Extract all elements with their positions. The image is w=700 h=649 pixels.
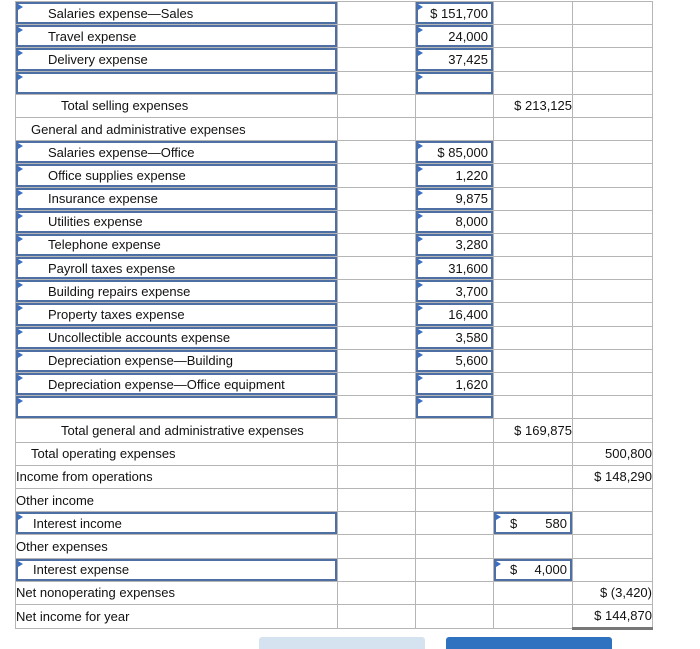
amount-cell[interactable] xyxy=(416,48,494,71)
amount-text: 500,800 xyxy=(605,446,652,462)
amount-cell xyxy=(338,581,416,604)
table-row xyxy=(16,141,653,164)
amount-text: 4,000 xyxy=(534,562,567,578)
amount-input[interactable] xyxy=(416,373,493,395)
amount-cell xyxy=(338,141,416,164)
amount-cell xyxy=(573,117,653,140)
amount-text: 31,600 xyxy=(448,260,488,276)
amount-cell xyxy=(338,604,416,628)
amount-cell xyxy=(573,48,653,71)
amount-cell xyxy=(573,535,653,558)
amount-text: 580 xyxy=(545,515,567,531)
table-row xyxy=(16,280,653,303)
amount-input[interactable] xyxy=(416,257,493,279)
amount-cell xyxy=(416,94,494,117)
table-row xyxy=(16,396,653,419)
amount-cell xyxy=(573,187,653,210)
amount-input[interactable] xyxy=(416,25,493,47)
table-row xyxy=(16,535,653,558)
account-name-input[interactable] xyxy=(16,303,337,325)
row-label-cell xyxy=(16,488,338,511)
row-label-text: Net nonoperating expenses xyxy=(16,585,176,601)
amount-input[interactable] xyxy=(416,280,493,302)
account-name-input[interactable] xyxy=(16,48,337,70)
account-name-input[interactable] xyxy=(16,2,337,24)
amount-cell xyxy=(338,117,416,140)
amount-cell xyxy=(494,326,573,349)
row-label-cell[interactable] xyxy=(16,2,338,25)
amount-cell xyxy=(338,187,416,210)
amount-input[interactable] xyxy=(416,164,493,186)
account-name-input[interactable] xyxy=(16,280,337,302)
amount-cell xyxy=(416,419,494,442)
row-label-text: Total general and administrative expenses xyxy=(61,422,304,438)
amount-cell xyxy=(494,373,573,396)
amount-cell xyxy=(494,25,573,48)
amount-text: 1,620 xyxy=(455,376,488,392)
amount-cell xyxy=(494,581,573,604)
amount-text: 24,000 xyxy=(448,28,488,44)
amount-text: $ 144,870 xyxy=(594,608,652,624)
amount-value xyxy=(573,443,652,465)
row-label-cell[interactable] xyxy=(16,164,338,187)
amount-text: 37,425 xyxy=(448,51,488,67)
amount-cell xyxy=(573,2,653,25)
account-name-input[interactable] xyxy=(16,211,337,233)
row-label-text: Salaries expense—Office xyxy=(48,144,195,160)
amount-cell[interactable] xyxy=(416,257,494,280)
amount-cell xyxy=(494,535,573,558)
account-name-input[interactable] xyxy=(16,373,337,395)
row-label-text: Net income for year xyxy=(16,608,130,624)
amount-cell[interactable] xyxy=(416,71,494,94)
amount-text: 3,580 xyxy=(455,330,488,346)
amount-text: 1,220 xyxy=(455,167,488,183)
row-label xyxy=(16,535,337,557)
amount-cell xyxy=(573,71,653,94)
amount-cell xyxy=(494,604,573,628)
amount-value xyxy=(573,582,652,604)
amount-cell xyxy=(573,25,653,48)
income-statement-table xyxy=(15,1,653,630)
account-name-input[interactable] xyxy=(16,350,337,372)
amount-cell xyxy=(494,164,573,187)
amount-text: $ 169,875 xyxy=(514,422,572,438)
row-label-text: Insurance expense xyxy=(48,191,158,207)
row-label-text: Office supplies expense xyxy=(48,167,186,183)
amount-value xyxy=(573,466,652,488)
row-label-cell[interactable] xyxy=(16,326,338,349)
table-row xyxy=(16,465,653,488)
amount-cell xyxy=(338,465,416,488)
amount-cell xyxy=(573,396,653,419)
amount-input[interactable] xyxy=(416,48,493,70)
row-label-text: Property taxes expense xyxy=(48,307,185,323)
table-row xyxy=(16,373,653,396)
amount-cell xyxy=(494,396,573,419)
amount-cell xyxy=(338,326,416,349)
next-button[interactable] xyxy=(446,637,612,649)
amount-cell[interactable] xyxy=(494,512,573,535)
amount-text: $ 85,000 xyxy=(437,144,488,160)
amount-cell xyxy=(573,442,653,465)
amount-cell xyxy=(338,303,416,326)
amount-input[interactable] xyxy=(416,141,493,163)
row-label-text: Utilities expense xyxy=(48,214,143,230)
amount-cell xyxy=(338,558,416,581)
amount-cell[interactable] xyxy=(416,303,494,326)
amount-cell xyxy=(416,465,494,488)
amount-cell xyxy=(416,581,494,604)
amount-text: $ 151,700 xyxy=(430,5,488,21)
row-label-text: Travel expense xyxy=(48,28,137,44)
table-row xyxy=(16,187,653,210)
amount-cell xyxy=(338,164,416,187)
row-label-cell[interactable] xyxy=(16,71,338,94)
row-label-cell[interactable] xyxy=(16,233,338,256)
amount-cell xyxy=(338,512,416,535)
amount-value xyxy=(494,95,572,117)
amount-cell xyxy=(573,581,653,604)
row-label-text: Delivery expense xyxy=(48,51,148,67)
table-row xyxy=(16,164,653,187)
amount-input[interactable] xyxy=(416,2,493,24)
amount-cell xyxy=(494,488,573,511)
amount-cell xyxy=(416,512,494,535)
amount-cell xyxy=(573,373,653,396)
table-row xyxy=(16,326,653,349)
row-label-cell[interactable] xyxy=(16,257,338,280)
row-label-cell[interactable] xyxy=(16,373,338,396)
row-label-text: Building repairs expense xyxy=(48,283,191,299)
table-row xyxy=(16,48,653,71)
amount-cell[interactable] xyxy=(416,396,494,419)
previous-button[interactable] xyxy=(259,637,425,649)
row-label-cell xyxy=(16,604,338,628)
amount-cell[interactable] xyxy=(416,373,494,396)
table-row xyxy=(16,117,653,140)
amount-cell xyxy=(494,233,573,256)
amount-cell xyxy=(338,442,416,465)
row-label-cell[interactable] xyxy=(16,512,338,535)
row-label-cell xyxy=(16,442,338,465)
amount-cell[interactable] xyxy=(416,233,494,256)
row-label-text: Uncollectible accounts expense xyxy=(48,330,231,346)
table-row xyxy=(16,25,653,48)
row-label-text: Salaries expense—Sales xyxy=(48,5,194,21)
row-label xyxy=(16,466,337,488)
amount-cell xyxy=(338,280,416,303)
account-name-input[interactable] xyxy=(16,164,337,186)
amount-cell xyxy=(494,419,573,442)
row-label-cell xyxy=(16,465,338,488)
amount-cell[interactable] xyxy=(416,326,494,349)
amount-text: 3,280 xyxy=(455,237,488,253)
amount-cell xyxy=(494,465,573,488)
amount-cell[interactable] xyxy=(416,25,494,48)
amount-cell xyxy=(573,303,653,326)
row-label-text: Interest income xyxy=(33,515,122,531)
amount-text: 9,875 xyxy=(455,191,488,207)
amount-input[interactable] xyxy=(416,396,493,418)
table-row xyxy=(16,581,653,604)
row-label-text: Income from operations xyxy=(16,469,153,485)
amount-text: $ 148,290 xyxy=(594,469,652,485)
row-label xyxy=(16,118,337,140)
amount-input[interactable] xyxy=(494,559,572,581)
table-row xyxy=(16,442,653,465)
amount-cell[interactable] xyxy=(416,349,494,372)
row-label-cell xyxy=(16,94,338,117)
amount-cell xyxy=(416,117,494,140)
table-row xyxy=(16,94,653,117)
amount-text: 3,700 xyxy=(455,283,488,299)
amount-cell xyxy=(494,71,573,94)
amount-cell xyxy=(573,233,653,256)
amount-cell xyxy=(494,442,573,465)
row-label-cell[interactable] xyxy=(16,187,338,210)
table-row xyxy=(16,558,653,581)
account-name-input[interactable] xyxy=(16,234,337,256)
amount-cell xyxy=(573,419,653,442)
amount-cell xyxy=(494,303,573,326)
account-name-input[interactable] xyxy=(16,327,337,349)
amount-value xyxy=(573,605,652,627)
amount-cell xyxy=(573,465,653,488)
table-row xyxy=(16,419,653,442)
table-row xyxy=(16,2,653,25)
row-label-cell[interactable] xyxy=(16,280,338,303)
amount-cell xyxy=(494,257,573,280)
amount-input[interactable] xyxy=(416,72,493,94)
amount-cell xyxy=(416,604,494,628)
row-label-cell[interactable] xyxy=(16,210,338,233)
account-name-input[interactable] xyxy=(16,188,337,210)
amount-cell xyxy=(494,141,573,164)
amount-cell xyxy=(338,210,416,233)
amount-cell xyxy=(573,94,653,117)
row-label xyxy=(16,443,337,465)
account-name-input[interactable] xyxy=(16,25,337,47)
row-label-text: Other income xyxy=(16,492,95,508)
amount-text: 8,000 xyxy=(455,214,488,230)
amount-cell xyxy=(573,141,653,164)
dollar-sign: $ xyxy=(510,515,518,531)
amount-cell xyxy=(573,210,653,233)
amount-cell xyxy=(573,349,653,372)
row-label-cell[interactable] xyxy=(16,48,338,71)
amount-cell xyxy=(338,396,416,419)
table-row xyxy=(16,71,653,94)
amount-cell[interactable] xyxy=(416,164,494,187)
row-label-cell[interactable] xyxy=(16,141,338,164)
row-label-cell xyxy=(16,535,338,558)
table-row xyxy=(16,303,653,326)
amount-cell xyxy=(338,419,416,442)
amount-cell xyxy=(338,2,416,25)
table-row xyxy=(16,233,653,256)
amount-cell xyxy=(338,257,416,280)
amount-input[interactable] xyxy=(416,234,493,256)
table-row xyxy=(16,488,653,511)
amount-cell xyxy=(338,25,416,48)
amount-cell xyxy=(338,48,416,71)
amount-text: $ (3,420) xyxy=(599,585,652,601)
account-name-input[interactable] xyxy=(16,141,337,163)
amount-value xyxy=(494,419,572,441)
table-row xyxy=(16,512,653,535)
table-row xyxy=(16,257,653,280)
amount-cell xyxy=(338,71,416,94)
amount-cell xyxy=(416,558,494,581)
amount-cell xyxy=(494,280,573,303)
amount-cell xyxy=(494,2,573,25)
row-label-text: Depreciation expense—Building xyxy=(48,353,234,369)
amount-cell[interactable] xyxy=(416,280,494,303)
amount-cell[interactable] xyxy=(416,141,494,164)
amount-input[interactable] xyxy=(416,350,493,372)
amount-cell xyxy=(494,48,573,71)
row-label-text: General and administrative expenses xyxy=(31,121,246,137)
amount-input[interactable] xyxy=(416,327,493,349)
row-label-text: Other expenses xyxy=(16,538,108,554)
row-label-cell xyxy=(16,419,338,442)
amount-cell xyxy=(338,349,416,372)
amount-text: 16,400 xyxy=(448,307,488,323)
row-label-cell xyxy=(16,117,338,140)
row-label-cell[interactable] xyxy=(16,558,338,581)
row-label-cell[interactable] xyxy=(16,25,338,48)
amount-text: 5,600 xyxy=(455,353,488,369)
table-row xyxy=(16,349,653,372)
row-label-cell[interactable] xyxy=(16,303,338,326)
amount-cell xyxy=(573,280,653,303)
row-label xyxy=(16,489,337,511)
amount-cell xyxy=(573,488,653,511)
amount-cell xyxy=(494,94,573,117)
amount-cell xyxy=(338,535,416,558)
amount-text: $ 213,125 xyxy=(514,98,572,114)
amount-cell xyxy=(573,164,653,187)
row-label-cell xyxy=(16,581,338,604)
row-label xyxy=(16,95,337,117)
amount-input[interactable] xyxy=(494,512,572,534)
row-label xyxy=(16,605,337,628)
amount-cell[interactable] xyxy=(494,558,573,581)
amount-cell xyxy=(416,535,494,558)
row-label-text: Telephone expense xyxy=(48,237,161,253)
row-label xyxy=(16,419,337,441)
amount-cell[interactable] xyxy=(416,187,494,210)
row-label-cell[interactable] xyxy=(16,349,338,372)
amount-cell xyxy=(494,349,573,372)
row-label-text: Payroll taxes expense xyxy=(48,260,176,276)
amount-cell xyxy=(338,488,416,511)
amount-cell xyxy=(494,187,573,210)
account-name-input[interactable] xyxy=(16,257,337,279)
amount-input[interactable] xyxy=(416,303,493,325)
row-label-text: Total operating expenses xyxy=(31,446,176,462)
amount-input[interactable] xyxy=(416,211,493,233)
account-name-input[interactable] xyxy=(16,559,337,581)
amount-cell[interactable] xyxy=(416,2,494,25)
amount-input[interactable] xyxy=(416,188,493,210)
amount-cell xyxy=(573,558,653,581)
amount-cell xyxy=(338,233,416,256)
amount-cell xyxy=(573,512,653,535)
row-label-cell[interactable] xyxy=(16,396,338,419)
amount-cell xyxy=(494,210,573,233)
amount-cell xyxy=(416,488,494,511)
account-name-input[interactable] xyxy=(16,396,337,418)
account-name-input[interactable] xyxy=(16,512,337,534)
table-row xyxy=(16,210,653,233)
amount-cell xyxy=(573,604,653,628)
amount-cell xyxy=(494,117,573,140)
row-label xyxy=(16,582,337,604)
row-label-text: Total selling expenses xyxy=(61,98,189,114)
amount-cell xyxy=(338,373,416,396)
account-name-input[interactable] xyxy=(16,72,337,94)
amount-cell xyxy=(573,326,653,349)
dollar-sign: $ xyxy=(510,562,518,578)
amount-cell xyxy=(416,442,494,465)
table-row xyxy=(16,604,653,628)
amount-cell[interactable] xyxy=(416,210,494,233)
amount-cell xyxy=(573,257,653,280)
row-label-text: Interest expense xyxy=(33,562,130,578)
row-label-text: Depreciation expense—Office equipment xyxy=(48,376,285,392)
amount-cell xyxy=(338,94,416,117)
